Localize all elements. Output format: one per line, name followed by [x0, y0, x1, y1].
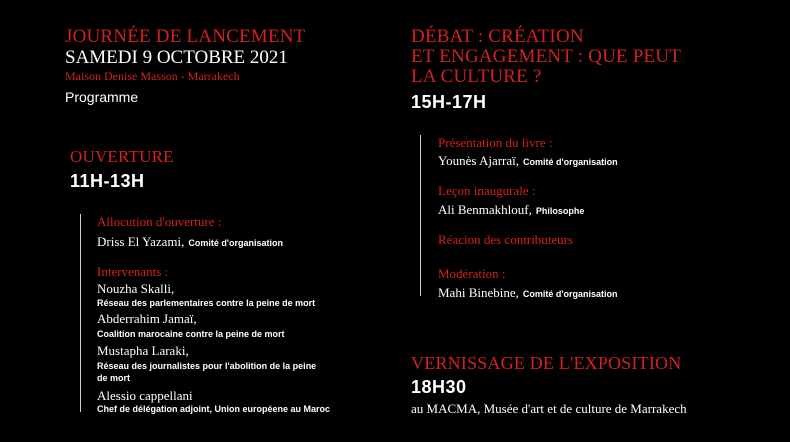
lecon-name: Ali Benmakhlouf,	[438, 202, 532, 217]
speaker-role: Chef de délégation adjoint, Union européene au Maroc	[97, 404, 331, 414]
presentation-speaker	[438, 152, 618, 170]
intervenants-label: Intervenants :	[97, 264, 169, 279]
lecon-speaker	[438, 201, 584, 219]
speaker-role: Réseau des journalistes pour l'abolition de la peine	[97, 361, 317, 371]
speaker-role: Réseau des parlementaires contre la peine de mort	[97, 298, 316, 308]
lecon-label: Leçon inaugurale :	[438, 183, 536, 198]
allocution-name: Driss El Yazami,	[97, 234, 185, 249]
reaction-label: Réacion des contributeurs	[438, 232, 574, 247]
presentation-role: Comité d'organisation	[523, 157, 618, 167]
debat-title-line2: ET ENGAGEMENT : QUE PEUT	[411, 46, 682, 67]
event-date: SAMEDI 9 OCTOBRE 2021	[65, 47, 288, 68]
event-venue: Maison Denise Masson - Marrakech	[65, 69, 240, 83]
debat-time: 15H-17H	[411, 92, 487, 112]
program-label: Programme	[65, 89, 139, 105]
ouverture-divider	[80, 214, 81, 412]
speaker-role: Coalition marocaine contre la peine de mort	[97, 329, 285, 339]
speaker-name: Mustapha Laraki,	[97, 343, 189, 358]
allocution-role: Comité d'organisation	[188, 238, 284, 248]
lecon-role: Philosophe	[535, 206, 585, 216]
debat-divider	[420, 135, 421, 296]
speaker-name: Nouzha Skalli,	[97, 281, 175, 296]
speaker-name: Alessio cappellani	[97, 388, 193, 403]
vernissage-title: VERNISSAGE DE L'EXPOSITION	[411, 353, 682, 373]
presentation-label: Présentation du livre :	[438, 135, 553, 150]
moderation-label: Modération :	[438, 266, 506, 281]
presentation-name: Younès Ajarraï,	[438, 153, 520, 168]
vernissage-time: 18H30	[411, 377, 467, 397]
vernissage-place: au MACMA, Musée d'art et de culture de Marrakech	[411, 401, 687, 416]
ouverture-time: 11H-13H	[70, 171, 145, 191]
moderation-speaker	[438, 284, 618, 302]
event-title: JOURNÉE DE LANCEMENT	[65, 26, 306, 47]
debat-title-line1: DÉBAT : CRÉATION	[411, 26, 584, 47]
moderation-name: Mahi Binebine,	[438, 285, 519, 300]
allocution-label: Allocution d'ouverture :	[97, 214, 222, 229]
debat-title-line3: LA CULTURE ?	[411, 66, 542, 87]
speaker-role-continued: de mort	[97, 373, 131, 383]
moderation-role: Comité d'organisation	[522, 289, 618, 299]
ouverture-title: OUVERTURE	[70, 147, 174, 166]
allocution-speaker	[97, 233, 283, 251]
speaker-name: Abderrahim Jamaï,	[97, 311, 197, 326]
